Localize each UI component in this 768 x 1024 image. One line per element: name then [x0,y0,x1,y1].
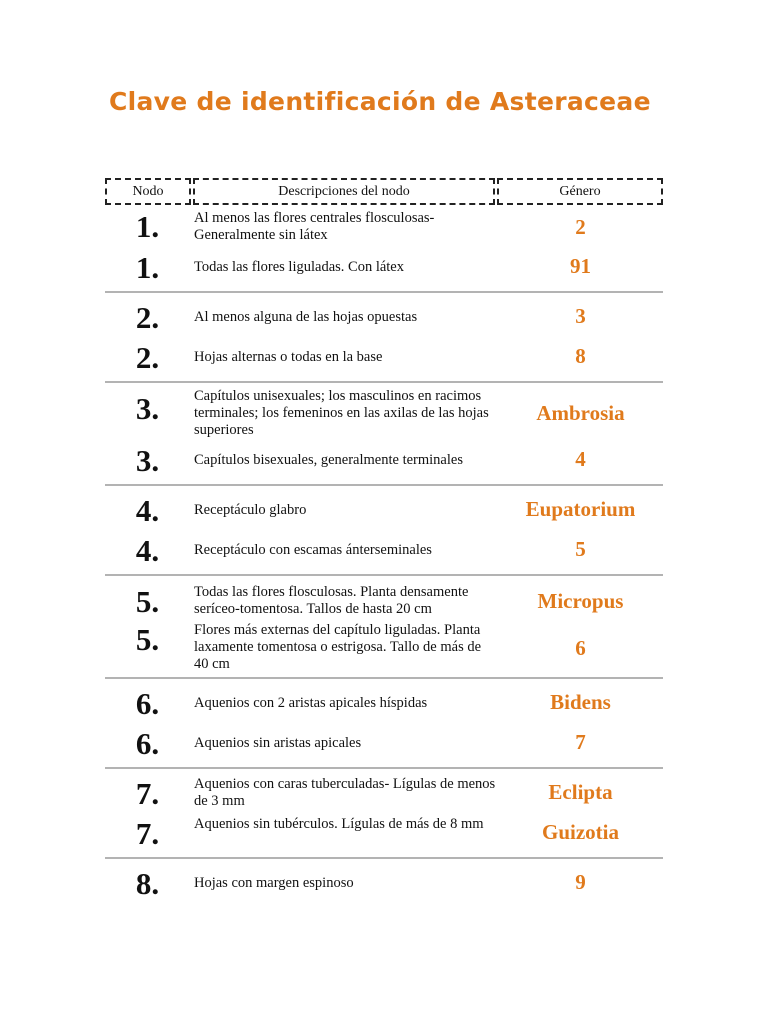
node-description: Aquenios sin tubérculos. Lígulas de más de 8 mm [194,816,484,832]
genus-result: 4 [575,447,586,471]
genus-result: 3 [575,304,586,328]
node-number: 2. [135,300,160,335]
node-number: 5. [135,584,160,619]
node-number: 7. [135,816,160,851]
genus-result: 2 [575,215,586,239]
table-header [105,178,663,205]
genus-result: Bidens [550,690,611,714]
node-description: Receptáculo glabro [194,502,307,518]
node-number: 3. [135,391,160,426]
genus-result: Eclipta [548,780,613,804]
node-number: 2. [135,340,160,375]
header-description: Descripciones del nodo [193,178,495,205]
node-description: Todas las flores liguladas. Con látex [194,259,404,275]
node-number: 4. [135,493,160,528]
node-description: Aquenios con caras tuberculadas- Lígulas de menos de 3 mm [194,776,496,809]
group-divider [105,484,663,486]
node-description: Al menos alguna de las hojas opuestas [194,309,418,325]
node-description: Capítulos unisexuales; los masculinos en racimos terminales; los femeninos en las axilas de las hojas superiores [194,388,489,438]
node-number: 6. [135,726,160,761]
group-divider [105,574,663,576]
node-number: 1. [135,250,160,285]
genus-result: 9 [575,870,586,894]
genus-result: Ambrosia [536,401,625,425]
header-genus: Género [497,178,663,205]
genus-result: 7 [575,730,586,754]
group-divider [105,291,663,293]
node-number: 8. [135,866,160,901]
node-description: Receptáculo con escamas ánterseminales [194,542,432,558]
group-divider [105,767,663,769]
node-number: 6. [135,686,160,721]
node-number: 3. [135,443,160,478]
genus-result: 8 [575,344,586,368]
node-number: 4. [135,533,160,568]
genus-result: Eupatorium [525,497,636,521]
genus-result: Micropus [537,589,624,613]
group-divider [105,857,663,859]
node-description: Hojas con margen espinoso [194,875,354,891]
header-node: Nodo [105,178,191,205]
genus-result: 5 [575,537,586,561]
node-description: Flores más externas del capítulo liguladas. Planta laxamente tomentosa o estrigosa. Tallo de más de 40 cm [194,622,482,672]
genus-result: 91 [570,254,591,278]
group-divider [105,677,663,679]
node-description: Aquenios sin aristas apicales [194,735,362,751]
node-number: 1. [135,209,160,244]
node-description: Hojas alternas o todas en la base [194,349,383,365]
node-description: Aquenios con 2 aristas apicales híspidas [194,695,428,711]
page-title: Clave de identificación de Asteraceae [109,87,651,116]
node-description: Capítulos bisexuales, generalmente terminales [194,452,463,468]
group-divider [105,381,663,383]
node-description: Todas las flores flosculosas. Planta densamente seríceo-tomentosa. Tallos de hasta 20 cm [194,584,469,617]
node-number: 5. [135,622,160,657]
genus-result: 6 [575,636,586,660]
node-number: 7. [135,776,160,811]
node-description: Al menos las flores centrales flosculosas- Generalmente sin látex [194,210,435,243]
genus-result: Guizotia [542,820,619,844]
